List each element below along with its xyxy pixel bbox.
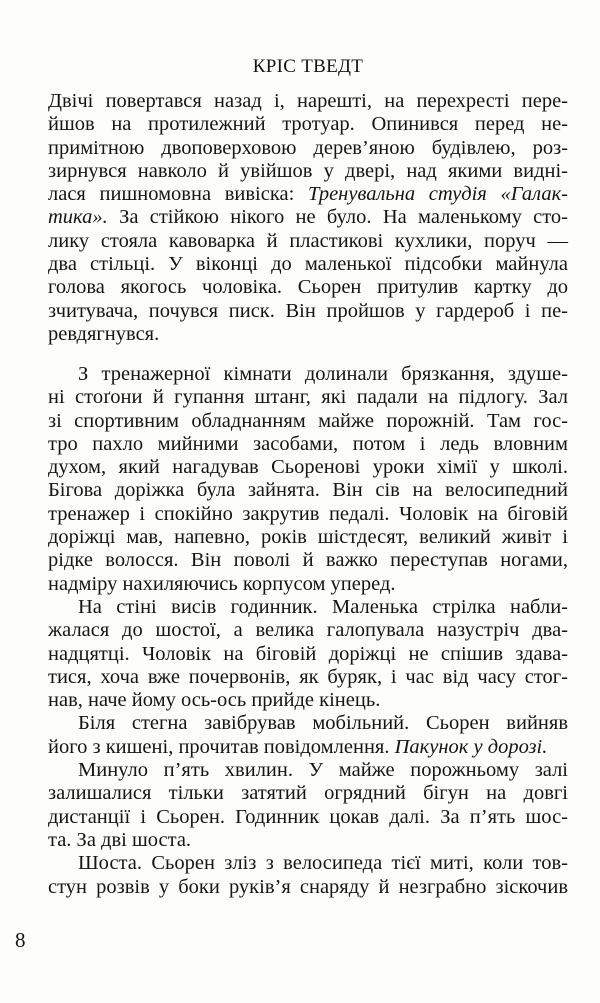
text-run: рідке волосся. Він поволі й важко переступав ногами, [48,549,568,572]
text-line [48,689,568,712]
text-run: надміру нахиляючись корпусом уперед. [48,572,396,595]
text-run: надцятці. Чоловік на біговій доріжці не спішив здава- [48,642,568,665]
paragraph [48,90,568,346]
text-line [48,619,568,642]
text-line [48,323,568,346]
text-line [48,596,568,619]
text-line [48,526,568,549]
text-line [48,806,568,829]
text-run: Біля стегна завібрував мобільний. Сьорен вийняв [78,712,568,735]
text-line [48,736,568,759]
text-line [48,503,568,526]
text-run: тро пахло мийними засобами, потом і ледь вловним [48,432,568,455]
text-line [48,876,568,899]
text-line [48,183,568,206]
text-line [48,759,568,782]
text-line [48,276,568,299]
text-line [48,643,568,666]
text-run: На стіні висів годинник. Маленька стрілка набли- [78,595,568,618]
text-line [48,456,568,479]
text-run: доріжці мав, напевно, років шістдесят, великий живіт і [48,526,568,549]
paragraph [48,596,568,712]
text-run: примітною двоповерховою дерев’яною будівлею, роз- [48,136,568,159]
text-run: зирнувся навколо й увійшов у двері, над якими видні- [48,159,568,182]
text-run: стун розвів у боки руків’я снаряду й незграбно зіскочив [48,875,568,898]
paragraph [48,363,568,596]
text-run: зчитувача, почувся писк. Він пройшов у гардероб і пе- [48,299,568,322]
text-run: йшов на протилежний тротуар. Опинився перед не- [48,113,568,136]
text-run: зі спортивним обладнанням майже порожній. Там гос- [48,409,568,432]
text-run: його з кишені, прочитав повідомлення. [48,735,395,758]
text-section-1 [48,90,568,346]
text-line [48,363,568,386]
running-title: КРІС ТВЕДТ [252,56,364,77]
text-line [48,160,568,183]
text-run: дистанції і Сьорен. Годинник цокав далі. За п’ять шос- [48,805,568,828]
text-line [48,666,568,689]
text-run: тренажер і спокійно закрутив педалі. Чоловік на біговій [48,502,568,525]
text-line [48,90,568,113]
text-run: Шоста. Сьорен зліз з велосипеда тієї миті, коли тов- [78,852,568,875]
italic-text: Пакунок у дорозі. [394,735,548,758]
text-line [48,300,568,323]
text-run: два стільці. У віконці до маленької підсобки майнула [48,253,568,276]
text-line [48,433,568,456]
text-line [48,230,568,253]
text-line [48,479,568,502]
text-line [48,852,568,875]
page-number: 8 [15,928,26,952]
text-line [48,410,568,433]
paragraph [48,852,568,899]
text-line [48,386,568,409]
text-line [48,113,568,136]
paragraph [48,712,568,759]
text-run: голова якогось чоловіка. Сьорен притулив картку до [48,276,568,299]
italic-text: Тренувальна студія «Галак- [307,183,568,206]
text-run: Двічі повертався назад і, нарешті, на перехресті пере- [48,90,568,112]
text-run: Бігова доріжка була зайнята. Він сів на велосипедний [48,479,568,502]
text-line [48,712,568,735]
text-run: Минуло п’ять хвилин. У майже порожньому залі [78,759,568,782]
text-line [48,549,568,572]
text-run: лику стояла кавоварка й пластикові кухлики, поруч — [48,229,568,252]
text-run: тися, хоча вже почервонів, як буряк, і час від часу стог- [48,665,568,688]
text-line [48,253,568,276]
text-run: За стійкою нікого не було. На маленькому сто- [107,206,568,229]
text-line [48,573,568,596]
text-line [48,206,568,229]
text-run: духом, який нагадував Сьоренові уроки хімії у школі. [48,456,568,479]
text-section-2 [48,363,568,899]
text-line [48,782,568,805]
paragraph [48,759,568,852]
italic-text: тика». [48,206,108,229]
text-run: жалася до шостої, а велика галопувала назустріч два- [48,619,568,642]
text-run: нав, наче йому ось-ось прийде кінець. [48,689,381,712]
text-run: лася пишномовна вивіска: [48,183,308,206]
text-run: З тренажерної кімнати долинали брязкання, здуше- [78,363,568,385]
text-line [48,137,568,160]
text-line [48,829,568,852]
text-run: ні стоґони й гупання штанг, які падали на підлогу. Зал [48,386,568,409]
text-run: та. За дві шоста. [48,828,192,851]
text-run: ревдягнувся. [48,322,160,345]
text-run: залишалися тільки затятий огрядний бігун на довгі [48,782,568,805]
